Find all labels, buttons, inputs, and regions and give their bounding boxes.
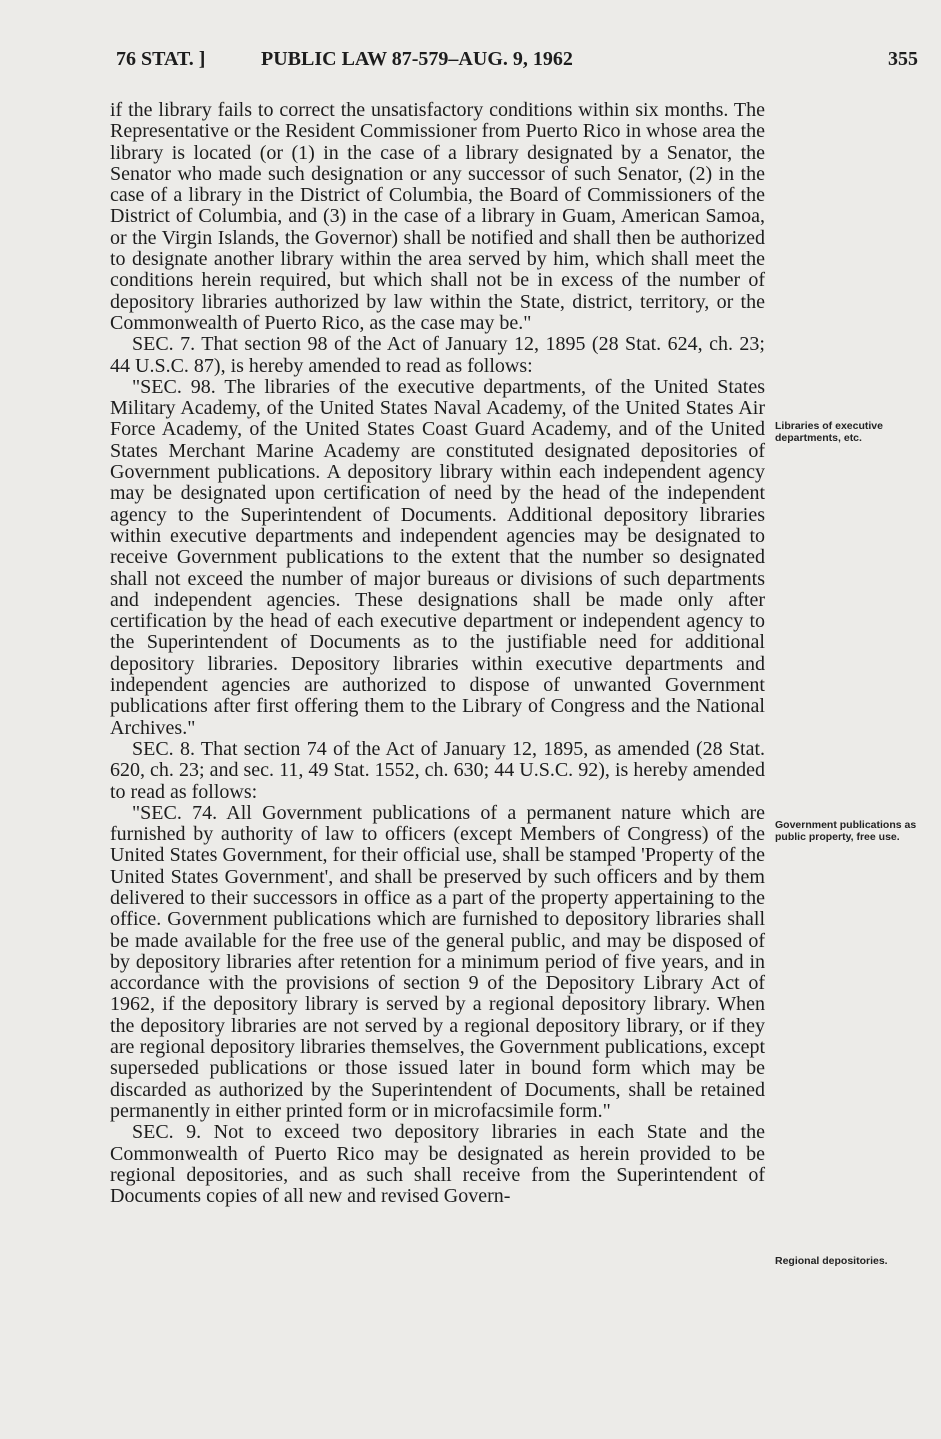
paragraph-sec-9: SEC. 9. Not to exceed two depository libraries in each State and the Commonwealth of Puerto Rico may be designated as herein provided to be regional depositories, and as such shall receive from the Superintendent of Documents copies of all new and revised Govern- [110, 1121, 765, 1208]
paragraph-sec-8: SEC. 8. That section 74 of the Act of January 12, 1895, as amended (28 Stat. 620, ch. 23; and sec. 11, 49 Stat. 1552, ch. 630; 44 U.S.C. 92), is hereby amended to read as follows: [110, 737, 765, 803]
statute-volume: 76 STAT. ] [116, 48, 206, 70]
page-header [116, 48, 918, 80]
paragraph-sec-98: "SEC. 98. The libraries of the executive departments, of the United States Military Academy, of the United States Naval Academy, of the United States Air Force Academy, of the United States Coast Guard Academy, and of the United States Merchant Marine Academy are constituted designated depositories of Government publications. A depository library within each independent agency may be designated upon certification of need by the head of the independent agency to the Superintendent of Documents. Additional depository libraries within executive departments and independent agencies may be designated to receive Government publications to the extent that the number so designated shall not exceed the number of major bureaus or divisions of such departments and independent agencies. These designations shall be made only after certification by the head of each executive department or independent agency to the Superintendent of Documents as to the justifiable need for additional depository libraries. Depository libraries within executive departments and independent agencies are authorized to dispose of unwanted Government publications after first offering them to the Library of Congress and the National Archives." [110, 375, 765, 739]
margin-note-government-publications: Government publications as public property, free use. [775, 819, 917, 843]
paragraph-sec-74: "SEC. 74. All Government publications of a permanent nature which are furnished by authority of law to officers (except Members of Congress) of the United States Government, for their official use, shall be stamped 'Property of the United States Government', and shall be preserved by such officers and by them delivered to their successors in office as a part of the property appertaining to the office. Government publications which are furnished to depository libraries shall be made available for the free use of the general public, and may be disposed of by depository libraries after retention for a minimum period of five years, and in accordance with the provisions of section 9 of the Depository Library Act of 1962, if the depository library is served by a regional depository library. When the depository libraries are not served by a regional depository library, or if they are regional depository libraries themselves, the Government publications, except superseded publications or those issued later in bound form which may be discarded as authorized by the Superintendent of Documents, shall be retained permanently in either printed form or in microfacsimile form." [110, 801, 765, 1122]
paragraph-sec-7: SEC. 7. That section 98 of the Act of January 12, 1895 (28 Stat. 624, ch. 23; 44 U.S.C. 87), is hereby amended to read as follows: [110, 333, 765, 377]
body-text [110, 100, 765, 1207]
page-number: 355 [888, 48, 918, 70]
margin-note-libraries: Libraries of executive departments, etc. [775, 420, 883, 444]
paragraph-continuation: if the library fails to correct the unsatisfactory conditions within six months. The Representative or the Resident Commissioner from Puerto Rico in whose area the library is located (or (1) in the case of a library designated by a Senator, the Senator who made such designation or any successor of such Senator, (2) in the case of a library in the District of Columbia, the Board of Commissioners of the District of Columbia, and (3) in the case of a library in Guam, American Samoa, or the Virgin Islands, the Governor) shall be notified and shall then be authorized to designate another library within the area served by him, which shall meet the conditions herein required, but which shall not be in excess of the number of depository libraries authorized by law within the State, district, territory, or the Commonwealth of Puerto Rico, as the case may be." [110, 99, 765, 334]
public-law-title: PUBLIC LAW 87-579–AUG. 9, 1962 [261, 48, 573, 70]
margin-note-regional-depositories: Regional depositories. [775, 1255, 888, 1267]
